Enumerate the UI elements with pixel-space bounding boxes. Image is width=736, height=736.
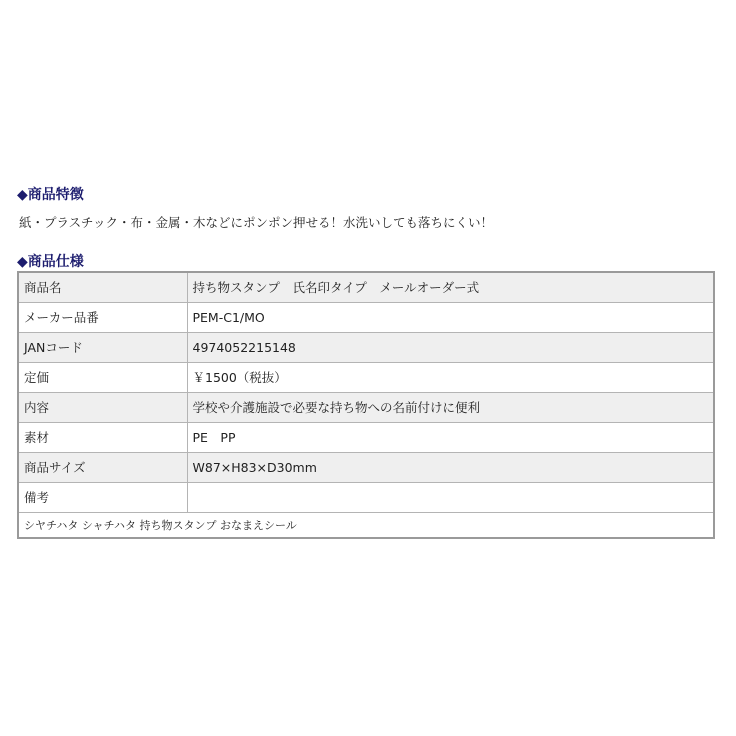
spec-value <box>187 482 714 512</box>
spec-label: 商品名 <box>18 272 187 302</box>
spec-label: 備考 <box>18 482 187 512</box>
spec-table <box>17 271 715 539</box>
spec-value: 持ち物スタンプ 氏名印タイプ メールオーダー式 <box>187 272 714 302</box>
spec-row-product-name <box>18 272 714 302</box>
spec-row-keywords <box>18 512 714 538</box>
spec-value: ￥1500（税抜） <box>187 362 714 392</box>
spec-row-size <box>18 452 714 482</box>
spec-label: 商品サイズ <box>18 452 187 482</box>
spec-label: 定価 <box>18 362 187 392</box>
spec-value: PEM-C1/MO <box>187 302 714 332</box>
spec-value: W87×H83×D30mm <box>187 452 714 482</box>
spec-value: PE PP <box>187 422 714 452</box>
spec-row-jan-code <box>18 332 714 362</box>
keywords-text: シヤチハタ シャチハタ 持ち物スタンプ おなまえシール <box>18 512 714 538</box>
spec-row-remarks <box>18 482 714 512</box>
spec-row-list-price <box>18 362 714 392</box>
spec-row-contents <box>18 392 714 422</box>
features-heading: ◆商品特徴 <box>17 187 84 203</box>
spec-label: 内容 <box>18 392 187 422</box>
specs-heading: ◆商品仕様 <box>17 254 84 270</box>
spec-row-model-number <box>18 302 714 332</box>
spec-row-material <box>18 422 714 452</box>
spec-value: 4974052215148 <box>187 332 714 362</box>
spec-value: 学校や介護施設で必要な持ち物への名前付けに便利 <box>187 392 714 422</box>
spec-label: JANコード <box>18 332 187 362</box>
spec-label: 素材 <box>18 422 187 452</box>
features-description: 紙・プラスチック・布・金属・木などにポンポン押せる！水洗いしても落ちにくい！ <box>19 215 494 230</box>
spec-label: メーカー品番 <box>18 302 187 332</box>
